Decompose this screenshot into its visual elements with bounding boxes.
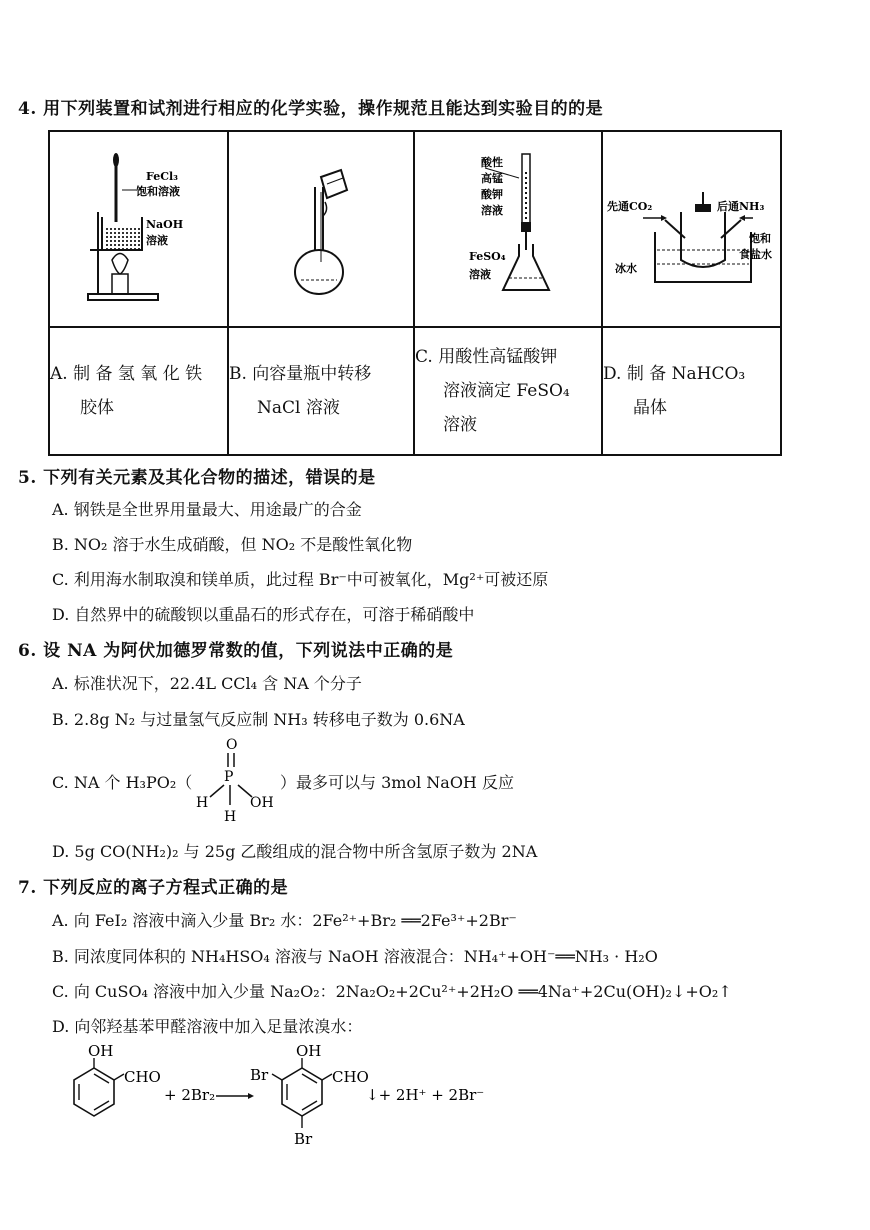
q6-option-c-suffix: ）最多可以与 3mol NaOH 反应 <box>280 773 514 792</box>
question-4-title: 4. 用下列装置和试剂进行相应的化学实验，操作规范且能达到实验目的的是 <box>18 99 604 119</box>
label-solution: 溶液 <box>481 204 503 217</box>
caption-d <box>602 327 781 455</box>
label-brine: 食盐水 <box>739 248 772 261</box>
question-7-title: 7. 下列反应的离子方程式正确的是 <box>18 878 289 898</box>
q6-option-b: B. 2.8g N₂ 与过量氢气反应制 NH₃ 转移电子数为 0.6NA <box>52 710 465 729</box>
caption-d-line2: 晶体 <box>633 398 667 418</box>
caption-c <box>414 327 602 455</box>
label-fecl3: FeCl₃ <box>146 170 178 183</box>
struct-h2: H <box>224 809 237 825</box>
reactant-cho: CHO <box>124 1068 161 1086</box>
label-naoh: NaOH <box>146 218 184 231</box>
product-br-bottom: Br <box>294 1130 313 1148</box>
products-ions: ↓+ 2H⁺ + 2Br⁻ <box>366 1086 485 1104</box>
caption-b-line1: B. 向容量瓶中转移 <box>229 364 372 384</box>
label-acidic: 酸性 <box>481 156 503 169</box>
product-br-left: Br <box>250 1066 269 1084</box>
q6-option-a: A. 标准状况下，22.4L CCl₄ 含 NA 个分子 <box>52 674 362 693</box>
caption-c-line3: 溶液 <box>443 415 477 435</box>
caption-a-line1: A. 制 备 氢 氧 化 铁 <box>50 364 203 384</box>
reagent-2br2: + 2Br₂ <box>164 1086 216 1104</box>
apparatus-b-drawing <box>229 132 413 322</box>
q7-option-b: B. 同浓度同体积的 NH₄HSO₄ 溶液与 NaOH 溶液混合：NH₄⁺+OH⁻══NH₃ · H₂O <box>52 947 658 966</box>
apparatus-d-cell <box>602 131 781 327</box>
product-cho: CHO <box>332 1068 369 1086</box>
caption-a-line2: 胶体 <box>80 398 114 418</box>
apparatus-table <box>48 130 782 456</box>
question-6-title: 6. 设 NA 为阿伏加德罗常数的值，下列说法中正确的是 <box>18 641 454 661</box>
label-feso4: FeSO₄ <box>469 250 506 263</box>
question-5-title: 5. 下列有关元素及其化合物的描述，错误的是 <box>18 468 376 488</box>
caption-b-line2: NaCl 溶液 <box>257 398 340 418</box>
q5-option-c: C. 利用海水制取溴和镁单质，此过程 Br⁻中可被氧化，Mg²⁺可被还原 <box>52 570 549 589</box>
struct-p: P <box>224 769 234 785</box>
q5-option-a: A. 钢铁是全世界用量最大、用途最广的合金 <box>52 500 362 519</box>
label-saturated-solution: 饱和溶液 <box>136 185 180 198</box>
q7-option-c: C. 向 CuSO₄ 溶液中加入少量 Na₂O₂：2Na₂O₂+2Cu²⁺+2H₂O ══4Na⁺+2Cu(OH)₂↓+O₂↑ <box>52 982 732 1001</box>
struct-oh: OH <box>250 795 274 811</box>
caption-b <box>228 327 414 455</box>
q7-option-d: D. 向邻羟基苯甲醛溶液中加入足量浓溴水： <box>52 1017 363 1036</box>
q5-option-b: B. NO₂ 溶于水生成硝酸，但 NO₂ 不是酸性氧化物 <box>52 535 413 554</box>
struct-o: O <box>226 737 238 753</box>
label-high-manganese: 高锰 <box>481 172 503 185</box>
apparatus-c-cell <box>414 131 602 327</box>
apparatus-b-cell <box>228 131 414 327</box>
caption-c-line2: 溶液滴定 FeSO₄ <box>443 381 570 401</box>
label-nh3-after: 后通NH₃ <box>717 200 765 213</box>
apparatus-a-drawing <box>50 132 227 322</box>
struct-h1: H <box>196 795 209 811</box>
apparatus-a-cell <box>49 131 228 327</box>
label-feso4-solution: 溶液 <box>469 268 491 281</box>
label-potassium: 酸钾 <box>481 188 503 201</box>
apparatus-d-drawing <box>603 132 780 322</box>
label-saturated: 饱和 <box>749 232 771 245</box>
apparatus-c-drawing <box>415 132 601 322</box>
bromination-equation <box>64 1040 624 1155</box>
q6-option-c-prefix: C. NA 个 H₃PO₂（ <box>52 773 193 792</box>
label-naoh-solution: 溶液 <box>146 234 168 247</box>
caption-c-line1: C. 用酸性高锰酸钾 <box>415 347 558 367</box>
q5-option-d: D. 自然界中的硫酸钡以重晶石的形式存在，可溶于稀硝酸中 <box>52 605 475 624</box>
reactant-oh: OH <box>88 1042 114 1060</box>
q7-option-a: A. 向 FeI₂ 溶液中滴入少量 Br₂ 水：2Fe²⁺+Br₂ ══2Fe³⁺+2Br⁻ <box>52 911 517 930</box>
caption-d-line1: D. 制 备 NaHCO₃ <box>603 364 746 384</box>
label-co2-first: 先通CO₂ <box>607 200 653 213</box>
caption-a <box>49 327 228 455</box>
product-oh: OH <box>296 1042 322 1060</box>
q6-option-d: D. 5g CO(NH₂)₂ 与 25g 乙酸组成的混合物中所含氢原子数为 2NA <box>52 842 538 861</box>
label-ice-water: 冰水 <box>615 262 637 275</box>
